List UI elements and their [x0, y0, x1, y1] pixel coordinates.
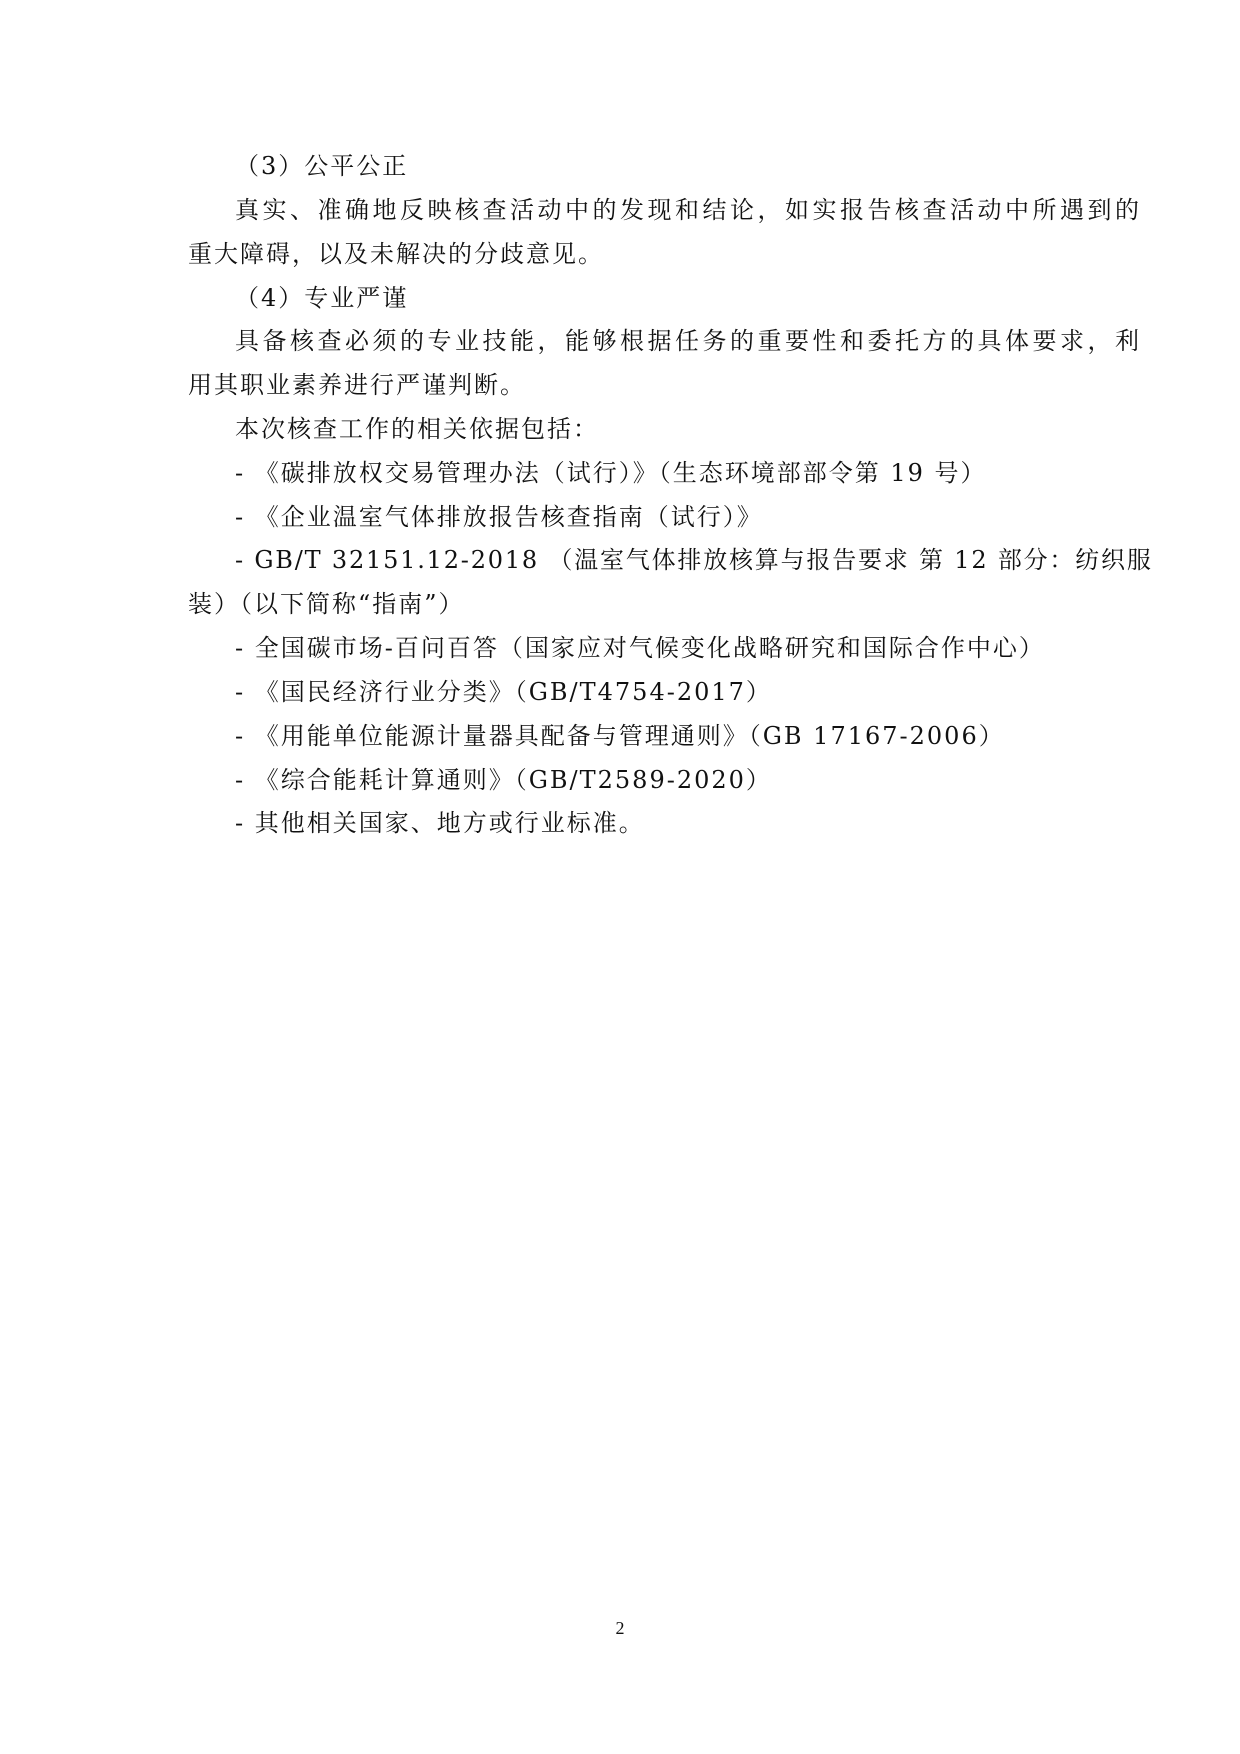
heading-fairness: （3）公平公正 — [235, 152, 409, 180]
paragraph-line: 用其职业素养进行严谨判断。 — [188, 371, 526, 399]
paragraph-line: 具备核查必须的专业技能，能够根据任务的重要性和委托方的具体要求，利 — [235, 327, 1143, 355]
list-item: - 《碳排放权交易管理办法（试行）》（生态环境部部令第 19 号） — [235, 459, 987, 487]
list-item-continuation: 装）（以下简称“指南”） — [188, 590, 465, 618]
list-item: - 全国碳市场-百问百答（国家应对气候变化战略研究和国际合作中心） — [235, 634, 1045, 662]
basis-intro: 本次核查工作的相关依据包括： — [235, 415, 599, 443]
heading-professional: （4）专业严谨 — [235, 284, 409, 312]
list-item: - 《企业温室气体排放报告核查指南（试行）》 — [235, 503, 763, 531]
list-item: - GB/T 32151.12-2018 （温室气体排放核算与报告要求 第 12 部分：纺织服 — [235, 546, 1153, 574]
list-item: - 《用能单位能源计量器具配备与管理通则》（GB 17167-2006） — [235, 722, 1005, 750]
paragraph-line: 重大障碍，以及未解决的分歧意见。 — [188, 240, 604, 268]
list-item: - 《国民经济行业分类》（GB/T4754-2017） — [235, 678, 772, 706]
page-number: 2 — [615, 1618, 625, 1638]
list-item: - 其他相关国家、地方或行业标准。 — [235, 809, 645, 837]
list-item: - 《综合能耗计算通则》（GB/T2589-2020） — [235, 766, 772, 794]
paragraph-line: 真实、准确地反映核查活动中的发现和结论，如实报告核查活动中所遇到的 — [235, 196, 1143, 224]
